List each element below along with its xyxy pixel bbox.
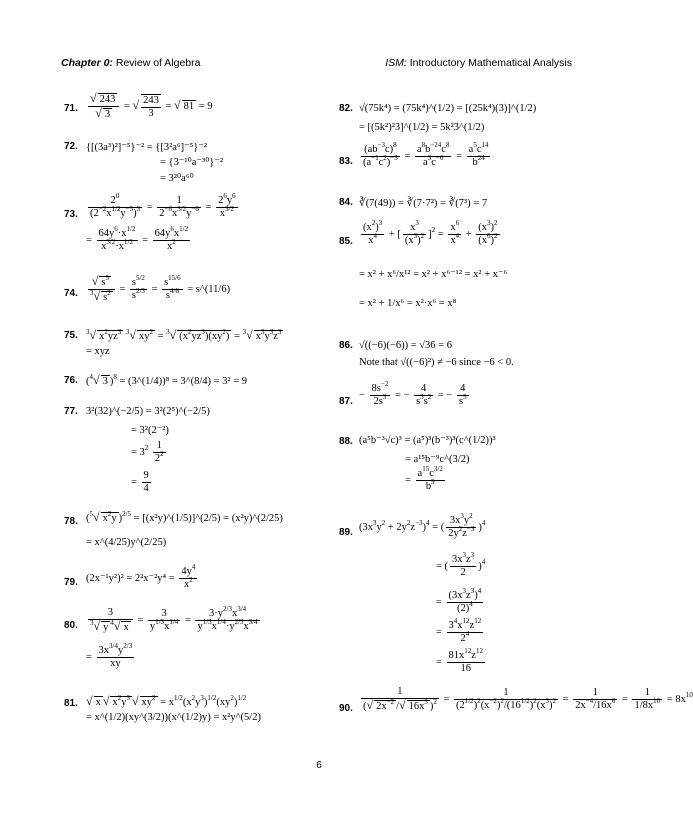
problem-75-line-1: $^3$√ $x^2yz^3$ $^3$√ $xy^2 = ^3√$ $(x^2yz^3)(xy^2) = ^3√$ $x^3y^3z^3$ [86, 328, 282, 342]
problem-87-work: − $\frac{8s^{-2}}{2s^3}$ = − $\frac{4}{s^3s^2}$ = − $\frac{4}{s^5}$ [359, 380, 467, 408]
problem-89-line-3: = $\frac{(3x^3z^3)^4}{(2)^4}$ [436, 587, 482, 615]
problem-90-number: 90. [339, 703, 353, 714]
problem-72-number: 72. [64, 141, 78, 152]
problem-89-line-5: = $\frac{81x^{12}z^{12}}{16}$ [436, 647, 483, 675]
page-number: 6 [316, 760, 322, 771]
problem-79-work: (2x⁻¹y²)² = 2²x⁻²y⁴ = $\frac{4y^4}{x^2}$ [86, 563, 196, 591]
problem-89-line-4: = $\frac{3^4x^{12}z^{12}}{2^4}$ [436, 617, 482, 645]
problem-81-number: 81. [64, 698, 78, 709]
problem-89-number: 89. [339, 527, 353, 538]
problem-81-line-1: √ x √ $x^2y^3$ √ $xy^2 = x^{1/2}(x^2y^3)^{1/2}(xy^2)^{1/2}$ [86, 694, 247, 708]
problem-72-line-3: = 3²⁰a⁶⁰ [160, 173, 194, 184]
problem-88-line-3: = $\frac{a^{15}c^{3/2}}{b^9}$ [405, 465, 443, 493]
problem-71-work: $\frac{√ 243}{√ 3}$ = √ $\frac{243}{3}$ = √ 81 = 9 [90, 91, 213, 121]
problem-72-line-1: {[(3a³)²]⁻⁵}⁻² = {[3²a⁶]⁻⁵}⁻² [86, 142, 208, 153]
problem-82-number: 82. [339, 103, 353, 114]
problem-74-work: $\frac{√ s^5}{^3√ s^2}$ = $\frac{s^{5/2}}{s^{2/3}}$ = $\frac{s^{15/6}}{s^{4/6}}$ = s^(11/6) [90, 274, 231, 304]
problem-87-number: 87. [339, 396, 353, 407]
problem-74-number: 74. [64, 288, 78, 299]
running-header-left: Chapter 0: Review of Algebra [61, 57, 201, 69]
problem-83-number: 83. [339, 156, 353, 167]
problem-76-number: 76. [64, 375, 78, 386]
problem-85-line-1: $\frac{(x^2)^3}{x^4}$ + [ $\frac{x^3}{(x^3)^2}$ ]$^2$ = $\frac{x^6}{x^4}$ + $\frac{(x^3)^2}{(x^6)^2}$ [363, 219, 498, 247]
problem-81-line-2: = x^(1/2)(xy^(3/2))(x^(1/2)y) = x²y^(5/2) [86, 712, 261, 723]
problem-72-line-2: = {3⁻¹⁰a⁻³⁰}⁻² [160, 157, 224, 168]
problem-84-number: 84. [339, 197, 353, 208]
problem-73-line-2: = $\frac{64y^6\cdot x^{1/2}}{x^{3/2}\cdot x^{1/2}}$ = $\frac{64y^6x^{1/2}}{x^2}$ [86, 225, 189, 253]
problem-84-work: ∛(7(49)) = ∛(7·7²) = ∛(7³) = 7 [359, 198, 488, 209]
problem-77-line-2: = 3²(2⁻²) [131, 425, 169, 436]
problem-77-line-4: = $\frac{9}{4}$ [131, 470, 149, 495]
running-header-right: ISM: Introductory Mathematical Analysis [385, 57, 572, 69]
problem-73-line-1: $\frac{2^0}{(2^{-2}x^{1/2}y^{-5})^3}$ = $\frac{1}{2^{-6}x^{3/2}y^{-6}}$ = $\frac{2^6y^6}{x^{3/2}}$ [90, 192, 236, 220]
problem-86-line-2: Note that √((−6)²) ≠ −6 since −6 < 0. [359, 357, 514, 368]
problem-80-line-2: = $\frac{3x^{3/4}y^{2/3}}{xy}$ [86, 642, 133, 670]
problem-77-line-1: 3²(32)^(−2/5) = 3²(2⁵)^(−2/5) [86, 406, 210, 417]
problem-78-line-1: ($^5$√ $x^2y$ )$^{2/5}$ = [(x²y)^(1/5)]^(2/5) = (x²y)^(2/25) [86, 510, 283, 524]
problem-89-line-1: $(3x^3y^2 + 2y^2z^{-3})^4$ = ( $\frac{3x^3y^2}{2y^2z^{-3}}$ )$^4$ [359, 512, 486, 540]
problem-89-line-2: = ( $\frac{3x^3z^3}{2}$ )$^4$ [436, 551, 486, 579]
problem-90-work: $\frac{1}{(√ 2x^{-2} /√ 16x^3 )^2}$ = $\frac{1}{(2^{1/2})^2(x^{-2})^2/(16^{1/2})^2(x^3)^2}$ = $\frac{1}{2x^{-4}/16x^6}$ = $\frac{1}{1/8x^{10}}$ = $8x^{10}$ [363, 686, 693, 713]
problem-73-number: 73. [64, 209, 78, 220]
problem-79-number: 79. [64, 577, 78, 588]
problem-76-work: ($^4$√ 3 )$^8$ = (3^(1/4))⁸ = 3^(8/4) = 3² = 9 [86, 373, 248, 387]
problem-75-number: 75. [64, 330, 78, 341]
problem-88-line-2: = a¹⁵b⁻⁹c^(3/2) [405, 454, 470, 465]
problem-82-line-1: √(75k⁴) = (75k⁴)^(1/2) = [(25k⁴)(3)]^(1/2) [359, 103, 537, 114]
problem-71-number: 71. [64, 103, 78, 114]
problem-86-line-1: √((−6)(−6)) = √36 = 6 [359, 340, 452, 351]
problem-85-line-2: = x² + x⁶/x¹² = x² + x⁶⁻¹² = x² + x⁻⁶ [359, 269, 508, 280]
problem-85-number: 85. [339, 236, 353, 247]
problem-77-line-3: = $3^2$ $\frac{1}{2^2}$ [131, 440, 164, 465]
problem-88-number: 88. [339, 436, 353, 447]
problem-83-work: $\frac{(ab^{-3}c)^8}{(a^{-1}c^2)^{-3}}$ = $\frac{a^8b^{-24}c^8}{a^3c^{-6}}$ = $\frac{a^5c^{14}}{b^{24}}$ [363, 141, 489, 169]
problem-85-line-3: = x² + 1/x⁶ = x²·x⁶ = x⁸ [359, 298, 457, 309]
problem-78-line-2: = x^(4/25)y^(2/25) [86, 537, 167, 548]
problem-80-number: 80. [64, 620, 78, 631]
problem-78-number: 78. [64, 516, 78, 527]
problem-86-number: 86. [339, 340, 353, 351]
problem-82-line-2: = [(5k²)²3]^(1/2) = 5k²3^(1/2) [359, 122, 485, 133]
problem-80-line-1: $\frac{3}{^3√ y ^4√ x}$ = $\frac{3}{y^{1/3}x^{1/4}}$ = $\frac{3\cdot y^{2/3}x^{3/4}}{y^{1/3}x^{1/4}\cdot y^{2/3}x^{3/4}}$ [90, 605, 258, 634]
problem-77-number: 77. [64, 406, 78, 417]
problem-75-line-2: = xyz [86, 346, 110, 357]
problem-88-line-1: (a⁵b⁻³√c)³ = (a⁵)³(b⁻³)³(c^(1/2))³ [359, 435, 496, 446]
